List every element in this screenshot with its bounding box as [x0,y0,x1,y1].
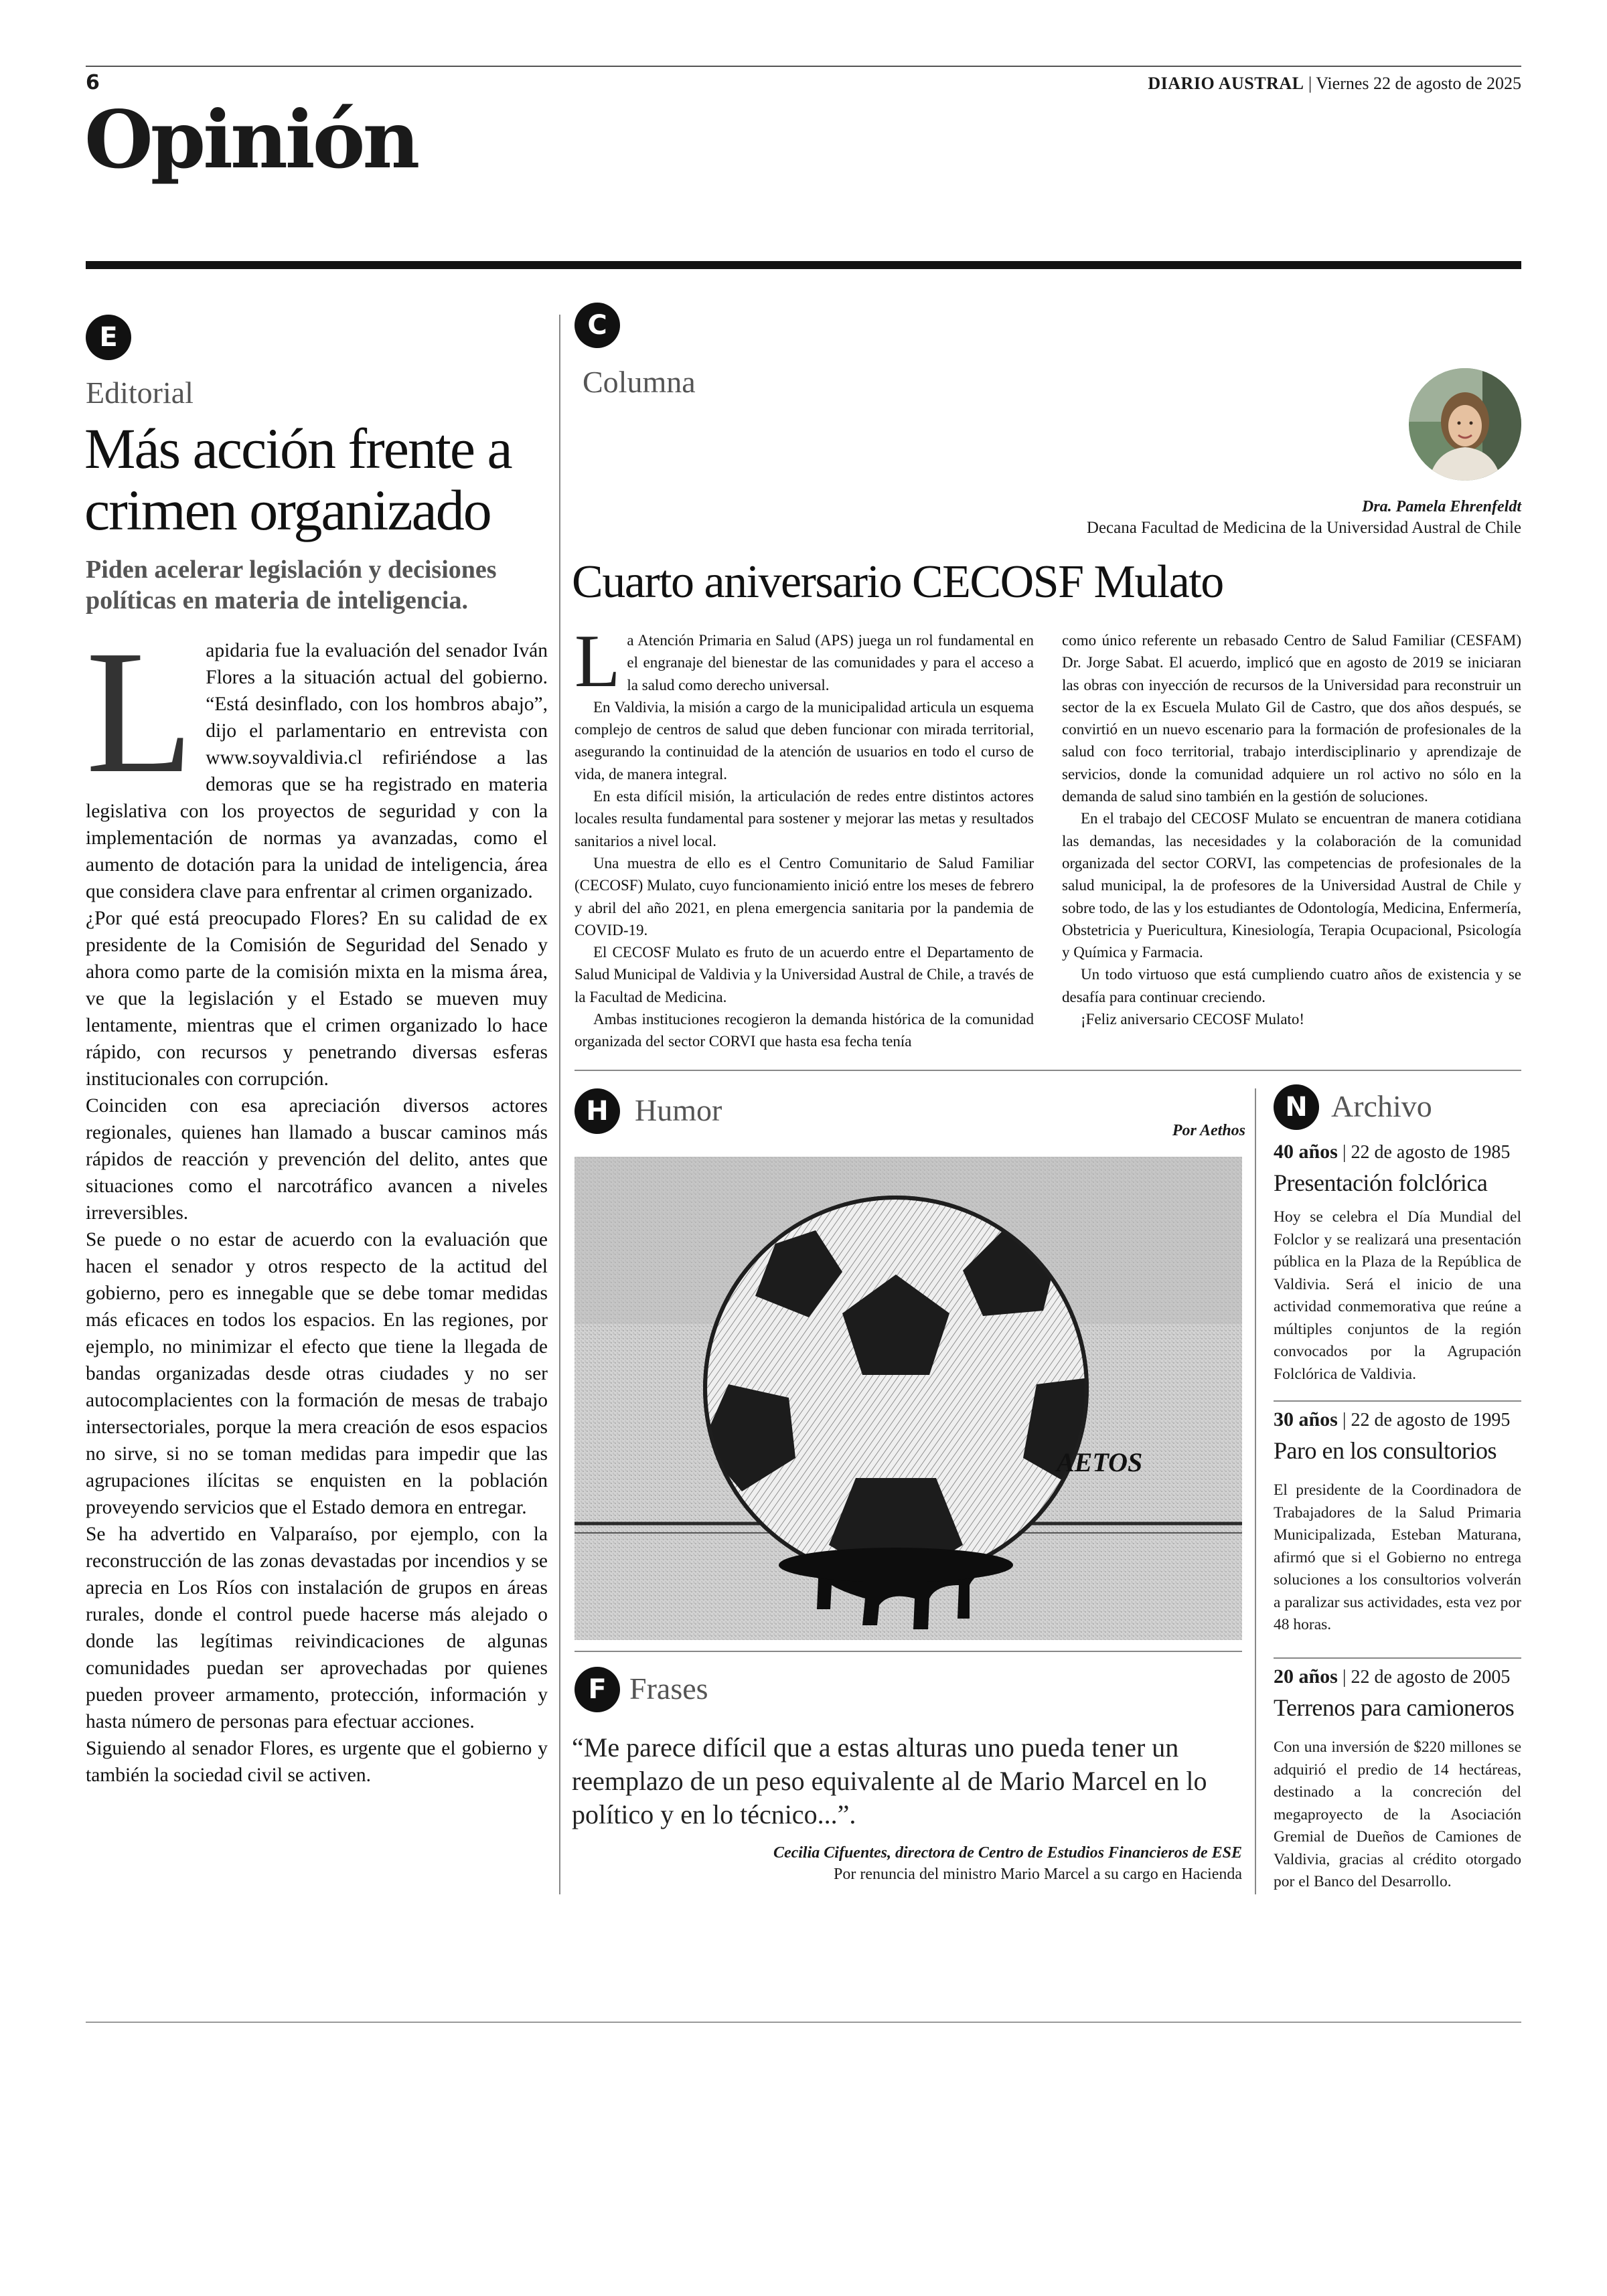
author-portrait [1409,368,1521,481]
author-byline [1087,498,1521,538]
author-name: Dra. Pamela Ehrenfeldt [1362,498,1521,515]
editorial-headline: Más acción frente a crimen organizado [84,416,512,542]
humor-credit: Por Aethos [1172,1122,1245,1139]
author-role: Decana Facultad de Medicina de la Universidad Austral de Chile [1086,519,1521,537]
frases-context: Por renuncia del ministro Mario Marcel a su cargo en Hacienda [833,1866,1242,1883]
column-paragraph: Un todo virtuoso que está cumpliendo cuatro años de existencia y se desafía para continuar creciendo. [1062,966,1521,1005]
section-divider [86,261,1521,269]
humor-kicker: Humor [635,1093,722,1127]
archivo-entry [1274,1408,1521,1637]
editorial-paragraph: Siguiendo al senador Flores, es urgente que el gobierno y también la sociedad civil se activen. [86,1738,548,1786]
frases-attribution: Cecilia Cifuentes, directora de Centro de Estudios Financieros de ESE [773,1844,1242,1862]
archivo-title: Presentación folclórica [1274,1169,1488,1196]
frases-badge: F [575,1667,620,1712]
column-body-right [1062,629,1521,1030]
soccer-ball-illustration [575,1157,1242,1640]
editorial-paragraph: Coinciden con esa apreciación diversos actores regionales, quienes han llamado a buscar caminos más rápidos de reacción y prevención del delito, antes que situaciones como el narcotráfico avancen a niveles irreversibles. [86,1095,548,1224]
section-title: Opinión [84,93,418,186]
archivo-years: 40 años [1274,1141,1338,1163]
column-badge: C [575,303,620,348]
editorial-subhead: Piden acelerar legislación y decisiones políticas en materia de inteligencia. [86,556,497,614]
column-bottom-rule [575,1070,1521,1071]
footer-rule [86,2022,1521,2023]
archivo-entry-header: 30 años | 22 de agosto de 1995 [1274,1408,1511,1430]
editorial-kicker: Editorial [86,376,194,410]
column-paragraph: En esta difícil misión, la articulación de redes entre distintos actores locales resulta fundamental para sostener y mejorar las metas y resultados sanitarios a nivel local. [575,788,1034,849]
column-kicker: Columna [583,365,696,399]
archivo-title: Paro en los consultorios [1274,1437,1497,1464]
frases-quote: “Me parece difícil que a estas alturas uno pueda tener un reemplazo de un peso equivalente al de Mario Marcel en lo político y en lo técnico...”. [572,1732,1207,1829]
editorial-badge: E [86,315,131,360]
column-paragraph: ¡Feliz aniversario CECOSF Mulato! [1081,1011,1305,1028]
column-paragraph: Ambas instituciones recogieron la demanda histórica de la comunidad organizada del sector CORVI que hasta esa fecha tenía [575,1011,1034,1050]
column-paragraph: como único referente un rebasado Centro de Salud Familiar (CESFAM) Dr. Jorge Sabat. El acuerdo, implicó que en agosto de 2019 se iniciaran las obras con inyección de recursos de la Universidad para reconstruir un sector de la ex Escuela Mulato Gil de Castro, que dos años después, se convirtió en un nuevo escenario para la formación de profesionales de la salud con foco territorial, trabajo interdisciplinario y aprendizaje de servicios, donde la comunidad adquiere un rol activo no sólo en la demanda de salud sino también en la gestión de soluciones. [1062,632,1521,805]
archivo-date: 22 de agosto de 1985 [1351,1142,1511,1163]
archivo-body: Con una inversión de $220 millones se adquirió el predio de 14 hectáreas, destinado a la concreción del megaproyecto de la Asociación Gremial de Dueños de Camiones de Valdivia, gracias al crédito otorgado por el Banco del Desarrollo. [1274,1738,1521,1890]
newspaper-name: DIARIO AUSTRAL [1148,74,1304,93]
column-paragraph: a Atención Primaria en Salud (APS) juega un rol fundamental en el engranaje del bienestar de las comunidades y para el acceso a la salud como derecho universal. [627,632,1034,693]
column-paragraph: El CECOSF Mulato es fruto de un acuerdo entre el Departamento de Salud Municipal de Valdivia y la Universidad Austral de Chile, a través de la Facultad de Medicina. [575,944,1034,1005]
archivo-body: Hoy se celebra el Día Mundial del Folclor y se realizará una presentación pública en la Plaza de la República de Valdivia. Será el inicio de una actividad conmemorativa que reúne a múltiples conjuntos de la región convocados por la Agrupación Folclórica de Valdivia. [1274,1208,1521,1383]
archivo-divider [1255,1088,1256,1894]
humor-bottom-rule [575,1651,1242,1652]
header-top-rule [86,66,1521,67]
archivo-entry-header: 40 años | 22 de agosto de 1985 [1274,1141,1511,1163]
humor-badge: H [575,1088,620,1134]
editorial-dropcap: L [86,614,194,810]
editorial-paragraph: Se puede o no estar de acuerdo con la evaluación que hacen el senador y otros respecto de la actitud del gobierno, pero es innegable que se debe tomar medidas más eficaces en todos los espacios. En las regiones, por ejemplo, no minimizar el efecto que tiene la llegada de bandas organizadas desde otras ciudades y no ser autocomplacientes con la formación de mesas de trabajo intersectoriales, porque la mera creación de esos espacios no sirve, si no se toman medidas para impedir que las agrupaciones ilícitas se enquisten en la población proveyendo servicios que el Estado demora en entregar. [86,1229,548,1518]
author-avatar [1409,368,1521,481]
archivo-years: 30 años [1274,1408,1338,1430]
archivo-badge: N [1274,1084,1319,1130]
archivo-separator [1274,1400,1521,1402]
editorial-paragraph: Se ha advertido en Valparaíso, por ejemplo, con la reconstrucción de las zonas devastadas por incendios y se aprecia en Los Ríos con instalación de grupos en áreas rurales, donde el control puede hacerse más alejado o donde las legítimas reivindicaciones de algunas comunidades puedan ser aprovechadas por quienes pueden proveer armamento, protección, información y hasta número de personas para efectuar acciones. [86,1524,548,1732]
editorial-paragraph: ¿Por qué está preocupado Flores? En su calidad de ex presidente de la Comisión de Seguridad del Senado y ahora como parte de la comisión mixta en la misma área, ve que la legislación y el Estado se mueven muy lentamente, mientras que el crimen organizado lo hace rápido, con recursos y penetrando diversas esferas institucionales con corrupción. [86,908,548,1090]
dateline: DIARIO AUSTRAL | Viernes 22 de agosto de 2025 [1148,74,1521,93]
archivo-entry [1274,1665,1521,1894]
frases-attribution-block [575,1842,1242,1885]
column-paragraph: Una muestra de ello es el Centro Comunitario de Salud Familiar (CECOSF) Mulato, cuyo funcionamiento inició entre los meses de febrero y abril del año 2021, en plena emergencia sanitaria por la pandemia de COVID-19. [575,854,1034,938]
archivo-date: 22 de agosto de 2005 [1351,1667,1511,1688]
cartoon-signature: AETOS [1057,1447,1143,1477]
archivo-title: Terrenos para camioneros [1274,1694,1515,1721]
humor-cartoon [575,1157,1242,1640]
column-paragraph: En el trabajo del CECOSF Mulato se encuentran de manera cotidiana las demandas, las necesidades y la colaboración de la comunidad organizada del sector CORVI, las competencias de profesionales de la salud municipal, la de profesores de la Universidad Austral de Chile y sobre todo, de las y los estudiantes de Odontología, Medicina, Enfermería, Obstetricia y Puericultura, Kinesiología, Terapia Ocupacional, Psicología y Química y Farmacia. [1062,810,1521,961]
issue-date: Viernes 22 de agosto de 2025 [1316,74,1521,93]
column-body-left [575,620,1034,1053]
page-number: 6 [86,71,100,94]
archivo-separator [1274,1657,1521,1659]
editorial-paragraph: apidaria fue la evaluación del senador Iván Flores a la situación actual del gobierno. “Está desinflado, con los hombros abajo”, dijo el parlamentario en entrevista con www.soyvaldivia.cl refiriéndose a las demoras que se ha registrado en materia legislativa con los proyectos de seguridad y con la implementación de normas ya avanzadas, como el aumento de dotación para la unidad de inteligencia, área que considera clave para enfrentar al crimen organizado. [86,640,548,902]
column-dropcap: L [575,620,621,703]
column-paragraph: En Valdivia, la misión a cargo de la municipalidad articula un esquema complejo de centros de salud que deben funcionar con mirada territorial, asegurando la continuidad de la atención de usuarios en todo el curso de vida, de manera integral. [575,698,1034,783]
editorial-body [86,614,548,1789]
archivo-body: El presidente de la Coordinadora de Trabajadores de la Salud Primaria Municipalizada, Esteban Maturana, afirmó que si el Gobierno no entrega soluciones a los consultorios volverán a paralizar sus actividades, esta vez por 48 horas. [1274,1481,1521,1633]
archivo-entry-header: 20 años | 22 de agosto de 2005 [1274,1665,1511,1688]
column-headline: Cuarto aniversario CECOSF Mulato [572,556,1223,608]
archivo-entry [1274,1141,1521,1386]
archivo-kicker: Archivo [1331,1089,1432,1123]
frases-kicker: Frases [629,1671,708,1706]
archivo-date: 22 de agosto de 1995 [1351,1410,1511,1430]
column-divider [559,315,560,1894]
archivo-years: 20 años [1274,1665,1338,1688]
